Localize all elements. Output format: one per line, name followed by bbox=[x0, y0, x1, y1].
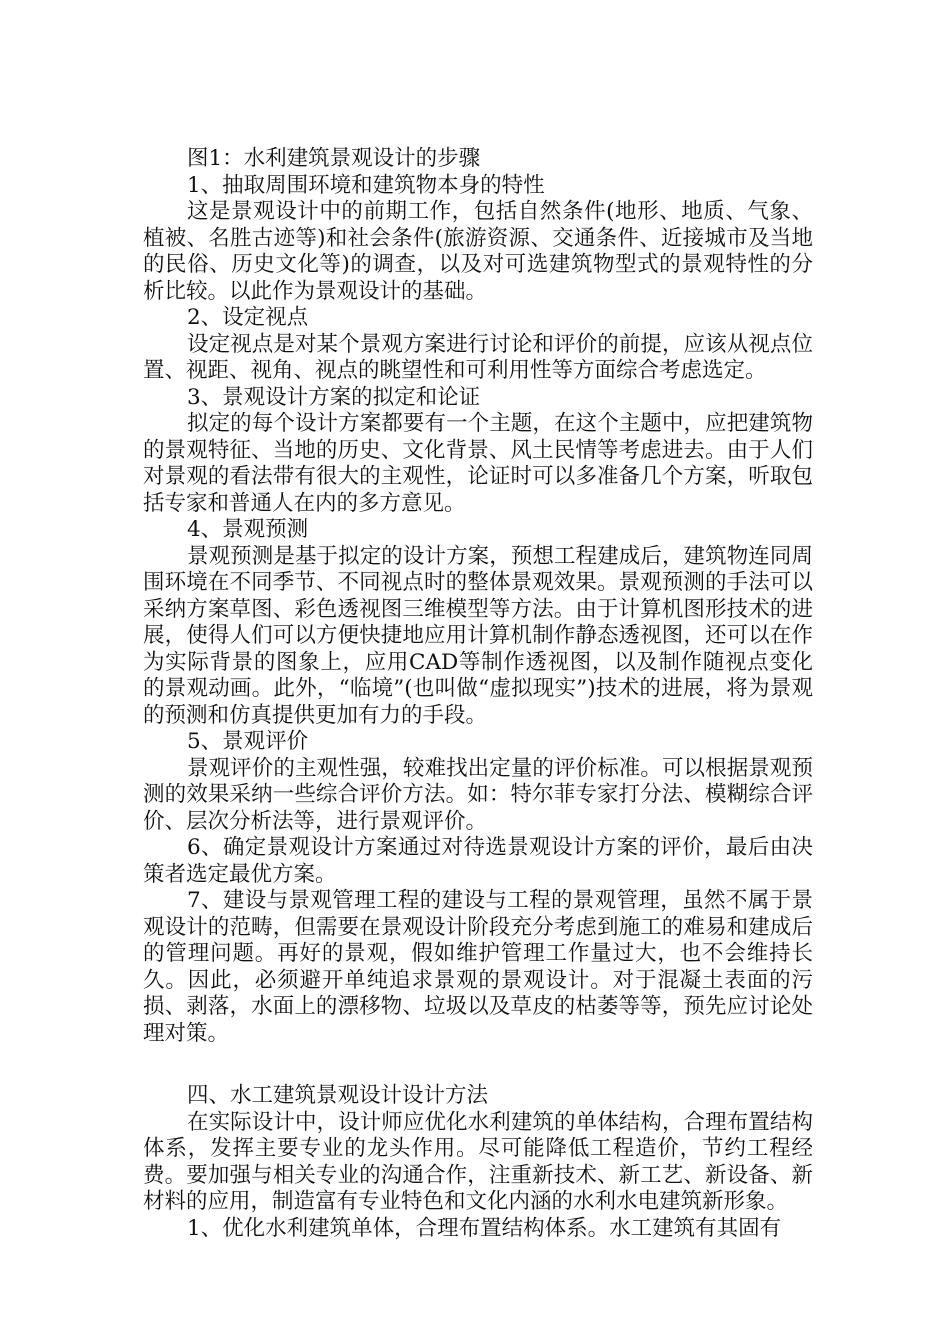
section-4-heading: 四、水工建筑景观设计设计方法 bbox=[187, 1083, 489, 1108]
section-4-paragraph: 在实际设计中，设计师应优化水利建筑的单体结构，合理布置结构体系，发挥主要专业的龙头作用。尽可能降低工程造价，节约工程经费。要加强与相关专业的沟通合作，注重新技术、新工艺、新设备、新材料的应用，制造富有专业特色和文化内涵的水利水电建筑新形象。 bbox=[143, 1109, 813, 1214]
figure-caption: 图1：水利建筑景观设计的步骤 bbox=[187, 146, 481, 171]
step-1-paragraph: 这是景观设计中的前期工作，包括自然条件(地形、地质、气象、植被、名胜古迹等)和社会条件(旅游资源、交通条件、近接城市及当地的民俗、历史文化等)的调查，以及对可选建筑物型式的景观特性的分析比较。以此作为景观设计的基础。 bbox=[143, 199, 813, 304]
step-3-paragraph: 拟定的每个设计方案都要有一个主题，在这个主题中，应把建筑物的景观特征、当地的历史、文化背景、风土民情等考虑进去。由于人们对景观的看法带有很大的主观性，论证时可以多准备几个方案，听取包括专家和普通人在内的多方意见。 bbox=[143, 411, 813, 516]
step-3-heading: 3、景观设计方案的拟定和论证 bbox=[187, 384, 481, 410]
step-1-heading: 1、抽取周围环境和建筑物本身的特性 bbox=[187, 172, 545, 198]
document-body bbox=[143, 146, 813, 1242]
step-4-heading: 4、景观预测 bbox=[187, 517, 309, 542]
step-5-heading: 5、景观评价 bbox=[187, 729, 309, 754]
method-1-paragraph: 1、优化水利建筑单体，合理布置结构体系。水工建筑有其固有 bbox=[187, 1215, 782, 1241]
step-6-paragraph: 6、确定景观设计方案通过对待选景观设计方案的评价，最后由决策者选定最优方案。 bbox=[143, 835, 813, 887]
step-7-paragraph: 7、建设与景观管理工程的建设与工程的景观管理，虽然不属于景观设计的范畴，但需要在景观设计阶段充分考虑到施工的难易和建成后的管理问题。再好的景观，假如维护管理工作量过大，也不会维持长久。因此，必须避开单纯追求景观的景观设计。对于混凝土表面的污损、剥落，水面上的漂移物、垃圾以及草皮的枯萎等等，预先应讨论处理对策。 bbox=[143, 888, 813, 1046]
step-5-paragraph: 景观评价的主观性强，较难找出定量的评价标准。可以根据景观预测的效果采纳一些综合评价方法。如：特尔菲专家打分法、模糊综合评价、层次分析法等，进行景观评价。 bbox=[143, 755, 813, 834]
step-4-paragraph: 景观预测是基于拟定的设计方案，预想工程建成后，建筑物连同周围环境在不同季节、不同视点时的整体景观效果。景观预测的手法可以采纳方案草图、彩色透视图三维模型等方法。由于计算机图形技术的进展，使得人们可以方便快捷地应用计算机制作静态透视图，还可以在作为实际背景的图象上，应用CAD等制作透视图，以及制作随视点变化的景观动画。此外，“临境”(也叫做“虚拟现实”)技术的进展，将为景观的预测和仿真提供更加有力的手段。 bbox=[143, 543, 813, 728]
step-2-paragraph: 设定视点是对某个景观方案进行讨论和评价的前提，应该从视点位置、视距、视角、视点的眺望性和可利用性等方面综合考虑选定。 bbox=[143, 331, 813, 383]
step-2-heading: 2、设定视点 bbox=[187, 305, 309, 330]
